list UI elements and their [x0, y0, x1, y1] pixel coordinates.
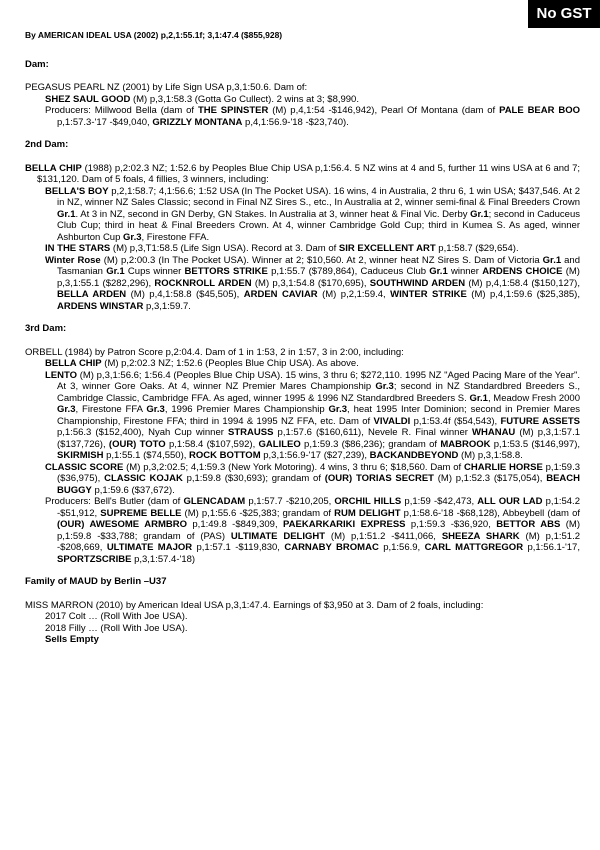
dam-entry — [25, 82, 580, 128]
family-entry — [25, 600, 580, 646]
sells-empty-note: Sells Empty — [45, 634, 99, 645]
second-dam-main: BELLA CHIP (1988) p,2:02.3 NZ; 1:52.6 by Peoples Blue Chip USA p,1:56.4. 5 NZ wins at 4 and 5, further 11 wins USA at 6 and 7; $131,120. Dam of 5 foals, 4 fillies, 3 winners, including: — [25, 162, 580, 185]
dam-foal-name: SHEZ SAUL GOOD — [45, 93, 131, 105]
second-dam-foal-3: Winter Rose (M) p,2:00.3 (In The Pocket USA). Winner at 2; $10,560. At 2, winner heat NZ Sires S. Dam of Victoria Gr.1 and Tasmanian Gr.1 Cups winner BETTORS STRIKE p,1:55.7 ($789,864), Caduceus Club Gr.1 winner ARDENS CHOICE (M) p,3,1:55.1 ($282,296), ROCKNROLL ARDEN (M) p,3,1:54.8 ($170,695), SOUTHWIND ARDEN (M) p,4,1:58.4 ($150,127), BELLA ARDEN (M) p,4,1:58.8 ($45,505), ARDEN CAVIAR (M) p,2,1:59.4, WINTER STRIKE (M) p,4,1:59.6 ($25,385), ARDENS WINSTAR p,3,1:59.7. — [45, 254, 580, 312]
no-gst-badge: No GST — [528, 0, 600, 28]
third-dam-child-1: BELLA CHIP (M) p,2:02.3 NZ; 1:52.6 (Peoples Blue Chip USA). As above. — [45, 358, 359, 369]
second-dam-foal-1: BELLA'S BOY p,2,1:58.7; 4,1:56.6; 1:52 USA (In The Pocket USA). 16 wins, 4 in Australia, 2 thru 6, 1 win USA; $437,546. At 2 in NZ, winner NZ Sales Classic; second in Final NZ Sires S., etc., In Australia at 2, winner semi-final & Final Breeders Crown Gr.1. At 3 in NZ, second in GN Derby, GN Stakes. In Australia at 3, winner heat & Final Vic. Derby Gr.1; second in Caduceus Club Cup; third in heat & Final Breeders Crown. At 4, winner Cambridge Gold Cup; third in Kumea S. As aged, winner Ashburton Cup Gr.3, Firestone FFA. — [45, 185, 580, 243]
sire-line: By AMERICAN IDEAL USA (2002) p,2,1:55.1f; 3,1:47.4 ($855,928) — [25, 30, 283, 40]
catalogue-page — [25, 30, 580, 657]
second-dam-entry — [25, 163, 580, 313]
dam-foal: SHEZ SAUL GOOD (M) p,3,1:58.3 (Gotta Go Cullect). 2 wins at 3; $8,990. — [45, 93, 359, 105]
dam-heading: Dam: — [25, 58, 49, 70]
family-heading: Family of MAUD by Berlin –U37 — [25, 576, 167, 587]
third-dam-entry — [25, 347, 580, 566]
third-dam-heading: 3rd Dam: — [25, 323, 67, 334]
third-dam-main: ORBELL (1984) by Patron Score p,2:04.4. Dam of 1 in 1:53, 2 in 1:57, 3 in 2:00, including: — [25, 346, 404, 358]
dam-producers: Producers: Millwood Bella (dam of THE SPINSTER (M) p,4,1:54 -$146,942), Pearl Of Montana (dam of PALE BEAR BOO p,1:57.3-'17 -$49,040, GRIZZLY MONTANA p,4,1:56.9-'18 -$23,740). — [45, 105, 580, 128]
second-dam-heading: 2nd Dam: — [25, 139, 69, 150]
family-foal-1: 2017 Colt … (Roll With Joe USA). — [45, 611, 188, 622]
dam-main: PEGASUS PEARL NZ (2001) by Life Sign USA p,3,1:50.6. Dam of: — [25, 82, 308, 93]
third-dam-child-2: LENTO (M) p,3,1:56.6; 1:56.4 (Peoples Blue Chip USA). 15 wins, 3 thru 6; $272,110. 1995 NZ "Aged Pacing Mare of the Year". At 3, winner Gore Oaks. At 4, winner NZ Premier Mares Championship Gr.3; second in NZ Standardbred Breeders S., Cambridge Classic, Cambridge FFA. As aged, winner 1995 & 1996 NZ Standardbred Breeders S. Gr.1, Meadow Fresh 2000 Gr.3, Firestone FFA Gr.3, 1996 Premier Mares Championship Gr.3, heat 1995 Inter Dominion; second in Premier Mares Championship, Firestone FFA; third in 1994 & 1995 NZ FFA, etc. Dam of VIVALDI p,1:53.4f ($54,543), FUTURE ASSETS p,1:56.3 ($152,400), Nyah Cup winner STRAUSS p,1:57.6 ($160,611), Nevele R. Final winner WHANAU (M) p,3,1:57.1 ($137,726), (OUR) TOTO p,1:58.4 ($107,592), GALILEO p,1:59.3 ($86,236); grandam of MABROOK p,1:53.5 ($146,997), SKIRMISH p,1:55.1 ($74,550), ROCK BOTTOM p,3,1:56.9-'17 ($27,239), BACKANDBEYOND (M) p,3,1:58.8. — [45, 369, 580, 461]
family-main: MISS MARRON (2010) by American Ideal USA p,3,1:47.4. Earnings of $3,950 at 3. Dam of 2 foals, including: — [25, 599, 484, 611]
third-dam-producers: Producers: Bell's Butler (dam of GLENCADAM p,1:57.7 -$210,205, ORCHIL HILLS p,1:59 -$42,473, ALL OUR LAD p,1:54.2 -$51,912, SUPREME BELLE (M) p,1:55.6 -$25,383; grandam of RUM DELIGHT p,1:58.6-'18 -$68,128), Abbeybell (dam of (OUR) AWESOME ARMBRO p,1:49.8 -$849,309, PAEKARKARIKI EXPRESS p,1:59.3 -$36,920, BETTOR ABS (M) p,1:59.8 -$33,788; grandam of (PAS) ULTIMATE DELIGHT (M) p,1:51.2 -$411,066, SHEEZA SHARK (M) p,1:51.2 -$208,669, ULTIMATE MAJOR p,1:57.1 -$119,830, CARNABY BROMAC p,1:56.9, CARL MATTGREGOR p,1:56.1-'17, SPORTZSCRIBE p,3,1:57.4-'18) — [45, 496, 581, 565]
third-dam-child-3: CLASSIC SCORE (M) p,3,2:02.5; 4,1:59.3 (New York Motoring). 4 wins, 3 thru 6; $18,560. Dam of CHARLIE HORSE p,1:59.3 ($36,975), CLASSIC KOJAK p,1:59.8 ($30,693); grandam of (OUR) TORIAS SECRET (M) p,1:52.3 ($175,054), BEACH BUGGY p,1:59.6 ($37,672). — [45, 461, 580, 496]
family-foal-2: 2018 Filly … (Roll With Joe USA). — [45, 622, 188, 634]
second-dam-foal-2: IN THE STARS (M) p,3,T1:58.5 (Life Sign USA). Record at 3. Dam of SIR EXCELLENT ART p,1:58.7 ($29,654). — [45, 243, 519, 254]
